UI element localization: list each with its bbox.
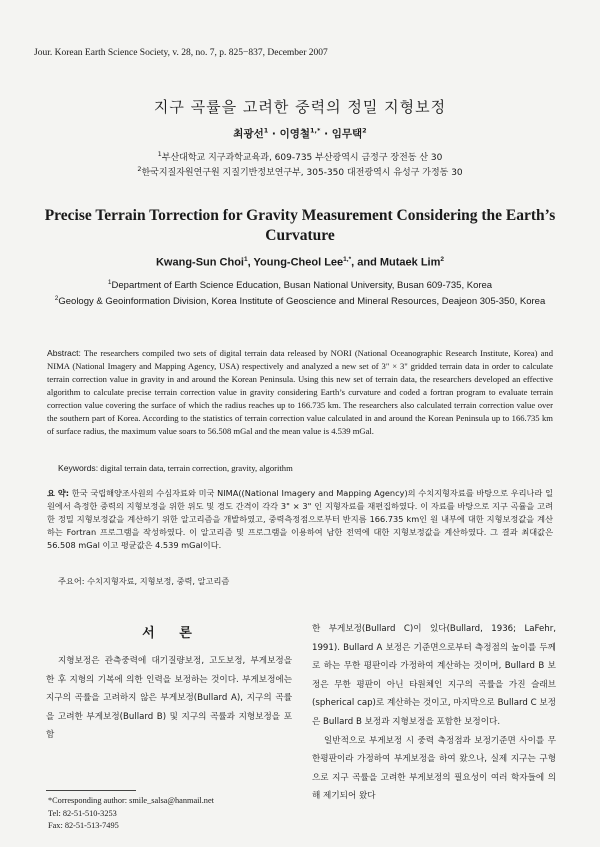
kr-affiliation-1 [0,150,600,163]
abstract-text: The researchers compiled two sets of digital terrain data released by NORI (National Oceanographic Research Institute, Korea) and NIMA (National Imagery and Mapping Agency, USA) respectively and analyzed a new set of 3" × 3" gridded terrain data in order to calculate terrain correction value in gravity in and around the Korean Peninsula. Using this new set of terrain data, the researchers developed an effective algorithm to calculate precise terrain correction value in gravity considering Earth’s curvature and coded a fortran program to evaluate terrain correction value covering the surface of which the radius reaches up to 166.735 km. The researchers also calculated terrain correction value over the southern part of Korea. According to the statistics of terrain correction value calculated in and around the Korean Peninsula up to 166.735 km of surface radius, the maximum value soars to 56.508 mGal and the mean value is 4.539 mGal. [47,348,553,436]
en-author-1: Kwang-Sun Choi [155,256,244,269]
telephone: Tel: 82-51-510-3253 [48,808,117,818]
english-affiliations [50,276,550,308]
abstract-label: Abstract: [47,348,81,358]
english-title: Precise Terrain Torrection for Gravity Measurement Considering the Earth’s Curvature [44,207,556,244]
kr-author-2: 이영철 [279,128,311,140]
kr-abstract-text: 한국 국립해양조사원의 수심자료와 미국 NIMA((National Imagery and Mapping Agency)의 수치지형자료를 바탕으로 우리나라 일원에서 측정한 중력의 지형보정을 위한 위도 및 경도 간격이 각각 3" × 3" 인 지형자료를 재편집하였다. 이 자료를 바탕으로 지구 곡률을 고려한 정밀 지형보정값을 계산하기 위한 알고리즘을 개발하였고, 중력측정점으로부터 반지름 166.735 km인 원 내부에 대한 지형보정값을 계산하는 Fortran 프로그램을 작성하였다. 이 알고리즘 및 프로그램을 이용하여 남한 전역에 대한 지형보정값을 계산하였다. 그 결과 최대값은 56.508 mGal 이고 평균값은 4.539 mGal이다. [47,488,553,550]
kr-author-3: 임무택 [331,128,363,140]
left-paragraph: 지형보정은 관측중력에 대기질량보정, 고도보정, 부게보정을 한 후 지형의 기복에 의한 인력을 보정하는 것이다. 부게보정에는 지구의 곡률을 고려하지 않은 부게보정(Bullard A), 지구의 곡률을 고려한 부게보정(Bullard B) 및 지구의 곡률과 지형보정을 포함 [46,656,292,741]
kr-affiliation-2 [0,165,600,178]
kr-aff-1-sup: 1 [157,150,162,158]
section-title-introduction: 서 론 [142,626,202,641]
en-aff-1-text: Department of Earth Science Education, Busan National University, Busan 609-735, Korea [111,280,493,292]
en-affiliation-1 [50,276,550,292]
journal-header: Jour. Korean Earth Science Society, v. 28, no. 7, p. 825−837, December 2007 [34,48,328,58]
english-authors [0,256,600,269]
right-paragraph-2: 일반적으로 부게보정 시 중력 측정점과 보정기준면 사이를 무한평판이라 가정하여 부게보정을 하여 왔으나, 실제 지구는 구형으로 지구 곡률을 고려한 부게보정의 필요성이 여러 학자들에 의해 제기되어 왔다 [312,735,556,802]
kr-author-1: 최광선 [233,128,264,140]
footnote-divider [46,790,136,791]
en-aff-1-sup: 1 [107,279,112,286]
en-author-sep-2: , and [351,256,380,269]
korean-authors [0,126,600,141]
kr-author-sep-1: · [268,128,280,140]
body-left-column [46,652,292,745]
kr-author-2-sup: 1,* [310,126,321,135]
kr-keywords-label: 주요어: [58,576,85,586]
en-author-2-sup: 1,* [343,256,352,263]
corresponding-author: *Corresponding author: smile_salsa@hanmail.net [48,796,214,805]
footnote [48,795,214,833]
korean-abstract [47,487,553,552]
keywords-label: Keywords: [58,463,99,473]
kr-keywords-text: 수치지형자료, 지형보정, 중력, 알고리즘 [84,576,230,586]
kr-aff-2-sup: 2 [137,165,142,173]
kr-abstract-label: 요 약: [47,488,70,498]
korean-keywords [58,576,553,587]
korean-title: 지구 곡률을 고려한 중력의 정밀 지형보정 [153,98,447,116]
kr-author-1-sup: 1 [263,126,269,135]
body-right-column [312,620,556,806]
fax: Fax: 82-51-513-7495 [48,821,119,830]
en-author-sep-1: , [247,256,254,269]
en-affiliation-2 [50,292,550,308]
en-author-3-sup: 2 [440,256,444,263]
en-author-3: Mutaek Lim [379,256,441,269]
en-author-1-sup: 1 [243,256,248,263]
kr-aff-2-text: 한국지질자원연구원 지질기반정보연구부, 305-350 대전광역시 유성구 가정동 30 [141,168,463,178]
english-abstract [47,347,553,438]
english-keywords [58,463,553,473]
en-author-2: Young-Cheol Lee [253,256,344,269]
en-aff-2-text: Geology & Geoinformation Division, Korea Institute of Geoscience and Mineral Resources, Deajeon 305-350, Korea [58,296,546,308]
en-aff-2-sup: 2 [54,295,59,303]
keywords-text: digital terrain data, terrain correction, gravity, algorithm [98,463,293,473]
right-paragraph-1: 한 부게보정(Bullard C)이 있다(Bullard, 1936; LaFehr, 1991). Bullard A 보정은 기준면으로부터 측정점의 높이를 두께로 하는 무한 평판이라 가정하여 계산하는 것이며, Bullard B 보정은 무한 평판이 아닌 타원체인 지구의 곡률을 가진 슬래브(spherical cap)로 계산하는 것이고, 마지막으로 Bullard C 보정은 Bullard B 보정과 지형보정을 포함한 보정이다. [312,624,556,727]
kr-author-3-sup: 2 [362,126,367,135]
kr-author-sep-2: · [320,128,332,140]
kr-aff-1-text: 부산대학교 지구과학교육과, 609-735 부산광역시 금정구 장전동 산 30 [161,153,443,163]
